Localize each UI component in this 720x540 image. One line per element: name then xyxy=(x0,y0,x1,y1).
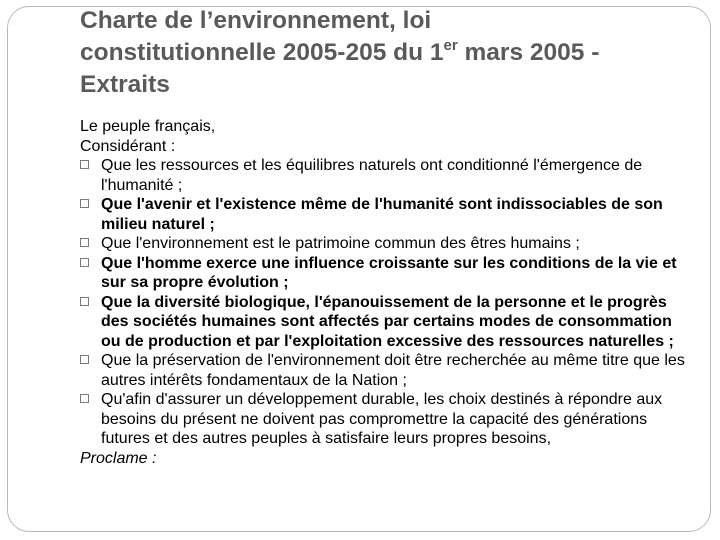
square-bullet-icon xyxy=(80,199,89,208)
list-item-text: Que l'environnement est le patrimoine commun des êtres humains ; xyxy=(101,235,580,252)
intro-line-2: Considérant : xyxy=(80,137,176,155)
list-item xyxy=(80,390,692,449)
list-item-text: Que la préservation de l'environnement doit être recherchée au même titre que les autres intérêts fondamentaux de la Nation ; xyxy=(101,352,685,389)
list-item-text: Que la diversité biologique, l'épanouissement de la personne et le progrès des sociétés humaines sont affectés par certains modes de consommation ou de production et par l'exploitation excessive des ressources naturelles ; xyxy=(101,293,674,350)
closing-line: Proclame : xyxy=(80,449,157,467)
list-item xyxy=(80,195,692,234)
title-superscript: er xyxy=(443,36,458,54)
list-item-text: Que les ressources et les équilibres naturels ont conditionné l'émergence de l'humanité ; xyxy=(101,157,643,194)
square-bullet-icon xyxy=(80,394,89,403)
slide-title xyxy=(80,5,700,101)
list-item-text: Que l'avenir et l'existence même de l'humanité sont indissociables de son milieu naturel ; xyxy=(101,196,663,233)
square-bullet-icon xyxy=(80,355,89,364)
title-line-1: Charte de l’environnement, loi xyxy=(80,7,432,34)
considerant-list xyxy=(80,156,692,449)
square-bullet-icon xyxy=(80,297,89,306)
slide-body xyxy=(80,117,692,468)
square-bullet-icon xyxy=(80,160,89,169)
list-item-text: Qu'afin d'assurer un développement durable, les choix destinés à répondre aux besoins du présent ne doivent pas compromettre la capacité des générations futures et des autres peuples à satisfaire leurs propres besoins, xyxy=(101,391,663,447)
title-line-3: Extraits xyxy=(80,71,170,98)
title-line-2-main: constitutionnelle 2005-205 du 1 xyxy=(80,39,444,66)
square-bullet-icon xyxy=(80,258,89,267)
list-item-text: Que l'homme exerce une influence croissante sur les conditions de la vie et sur sa propre évolution ; xyxy=(101,254,677,291)
title-line-2 xyxy=(80,36,600,66)
intro-line-1: Le peuple français, xyxy=(80,118,216,135)
list-item xyxy=(80,234,692,254)
list-item xyxy=(80,156,692,195)
title-line-2-end: mars 2005 - xyxy=(457,39,600,66)
list-item xyxy=(80,351,692,390)
list-item xyxy=(80,254,692,293)
list-item xyxy=(80,293,692,352)
square-bullet-icon xyxy=(80,238,89,247)
